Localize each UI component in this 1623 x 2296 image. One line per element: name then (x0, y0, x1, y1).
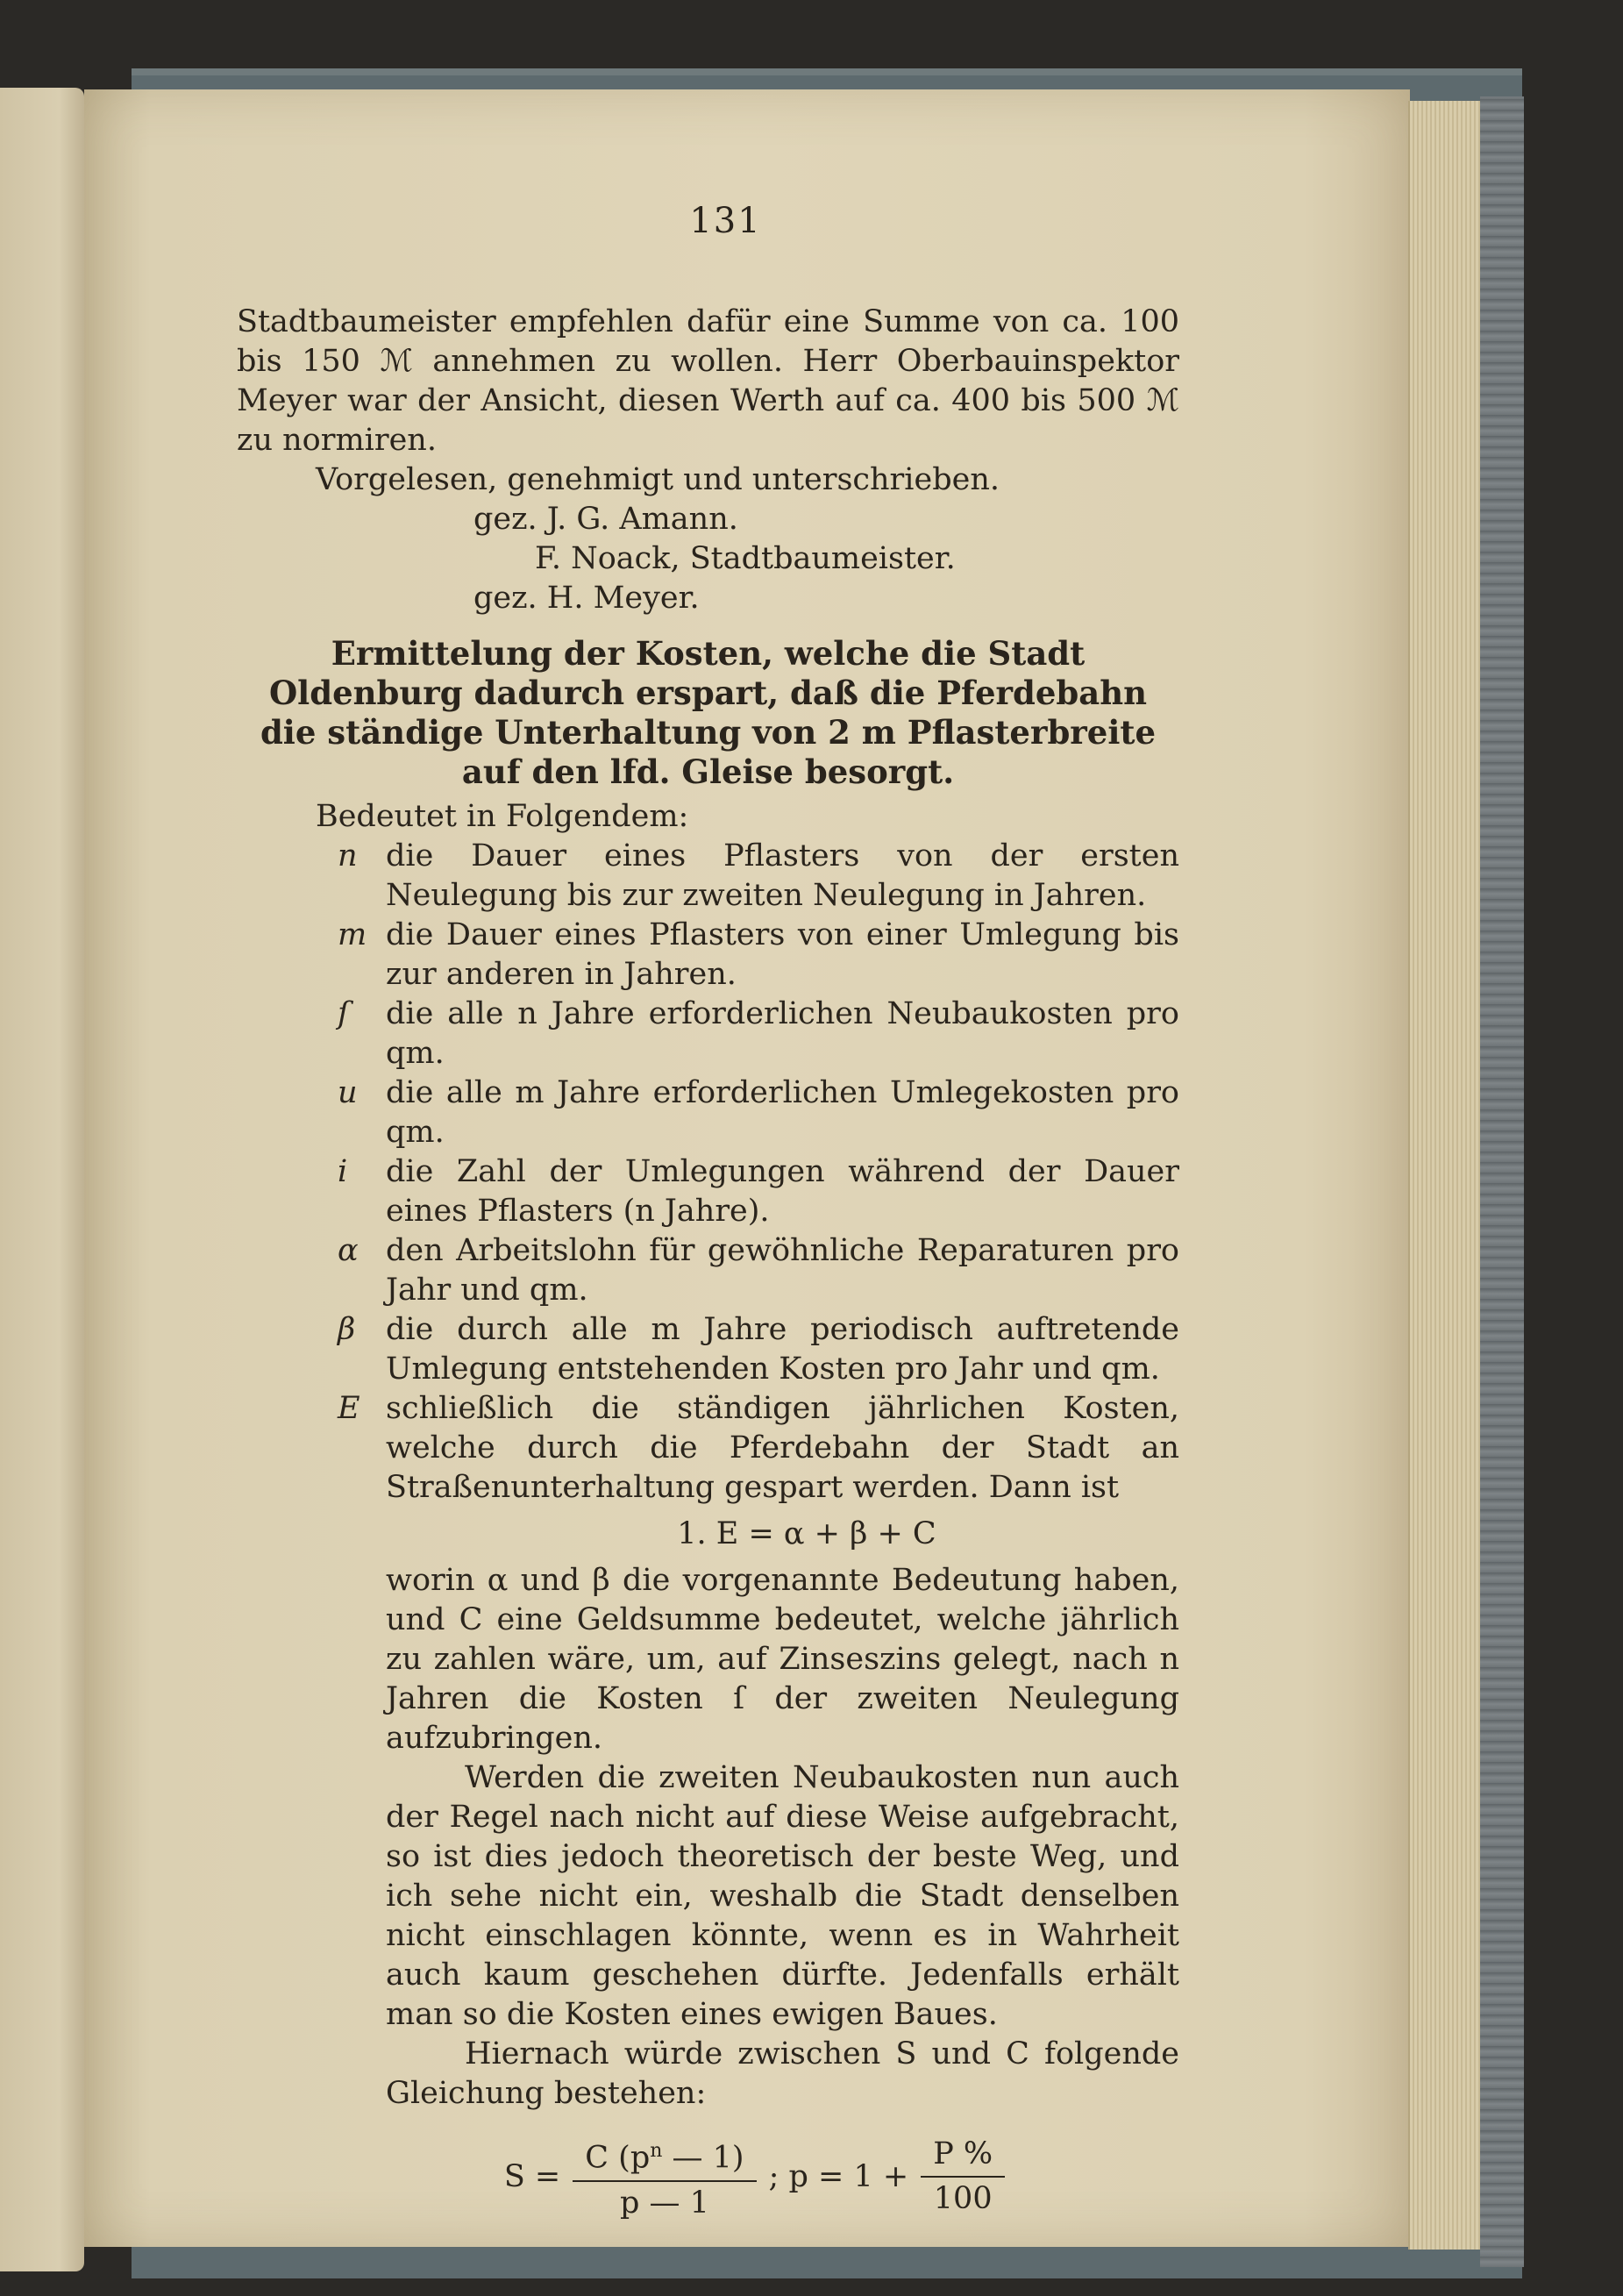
definition-text: die durch alle m Jahre periodisch auftretende Umlegung entstehenden Kosten pro Jahr und qm. (386, 1312, 1179, 1387)
section-heading: Ermittelung der Kosten, welche die Stadt Oldenburg dadurch erspart, daß die Pferdebahn die ständige Unterhaltung von 2 m Pflasterbreite auf den lfd. Gleise besorgt. (260, 634, 1157, 791)
fraction-2-denominator: 100 (933, 2181, 993, 2217)
definition-item (338, 1231, 1179, 1310)
formula-separator: ; p = 1 + (768, 2158, 909, 2194)
equation-explanation: worin α und β die vorgenannte Bedeutung haben, und C eine Geldsumme bedeutet, welche jährlich zu zahlen wäre, um, auf Zinseszins gelegt, nach n Jahren die Kosten ſ der zweiten Neulegung aufzubringen. (386, 1563, 1179, 1756)
definition-symbol: β (338, 1312, 356, 1347)
fraction-1-numerator (573, 2131, 756, 2182)
paragraph-3: Hiernach würde zwischen S und C folgende Gleichung bestehen: (386, 2036, 1179, 2111)
fraction-1 (573, 2131, 756, 2223)
fraction-1-denominator: p — 1 (619, 2185, 709, 2221)
formula (237, 2131, 1179, 2223)
formula-lhs: S = (503, 2158, 561, 2194)
definition-symbol: m (338, 917, 367, 952)
definition-item (338, 995, 1179, 1073)
signature-meyer: gez. H. Meyer. (473, 581, 700, 616)
definition-item (338, 1152, 1179, 1231)
fraction-1-numerator-base: C (p (585, 2140, 651, 2176)
definition-symbol: E (338, 1391, 360, 1426)
definition-text: die Dauer eines Pflasters von einer Umlegung bis zur anderen in Jahren. (386, 917, 1179, 992)
fraction-1-numerator-end: — 1) (662, 2140, 744, 2176)
definition-item (338, 1310, 1179, 1389)
definition-symbol: n (338, 838, 358, 873)
definition-symbol: α (338, 1233, 359, 1268)
page-text (237, 202, 1179, 2223)
definition-item (338, 1073, 1179, 1152)
signature-noack: F. Noack, Stadtbaumeister. (535, 541, 956, 576)
equation-1: 1. E = α + β + C (677, 1516, 936, 1551)
cover-edge (1480, 96, 1524, 2267)
definition-symbol: i (338, 1154, 348, 1189)
definition-item (338, 837, 1179, 916)
definition-symbol: u (338, 1075, 358, 1110)
definition-item (338, 1389, 1179, 1508)
fraction-1-exponent: n (650, 2140, 663, 2162)
fraction-2 (921, 2135, 1005, 2219)
definition-text: die Dauer eines Pflasters von der ersten Neulegung bis zur zweiten Neulegung in Jahren. (386, 838, 1179, 913)
definitions-list (338, 837, 1179, 2114)
definition-text: den Arbeitslohn für gewöhnliche Reparaturen pro Jahr und qm. (386, 1233, 1179, 1308)
left-facing-page (0, 88, 84, 2271)
definition-text: die Zahl der Umlegungen während der Dauer eines Pflasters (n Jahre). (386, 1154, 1179, 1229)
fraction-2-numerator: P % (921, 2135, 1005, 2178)
intro-paragraph: Stadtbaumeister empfehlen dafür eine Summe von ca. 100 bis 150 ℳ annehmen zu wollen. Herr Oberbauinspektor Meyer war der Ansicht, diesen Werth auf ca. 400 bis 500 ℳ zu normiren. (237, 304, 1179, 458)
paragraph-2: Werden die zweiten Neubaukosten nun auch der Regel nach nicht auf diese Weise aufgebracht, so ist dies jedoch theoretisch der beste Weg, und ich sehe nicht ein, weshalb die Stadt denselben nicht einschlagen könnte, wenn es in Wahrheit auch kaum geschehen dürfte. Jedenfalls erhält man so die Kosten eines ewigen Baues. (386, 1760, 1179, 2032)
definition-symbol: ſ (338, 996, 349, 1031)
read-approved-line: Vorgelesen, genehmigt und unterschrieben. (316, 462, 1000, 497)
definition-item (338, 916, 1179, 995)
definition-text: schließlich die ständigen jährlichen Kosten, welche durch die Pferdebahn der Stadt an Straßenunterhaltung gespart werden. Dann ist (386, 1391, 1179, 1505)
page-number: 131 (689, 201, 762, 241)
definitions-intro: Bedeutet in Folgendem: (316, 799, 689, 834)
page-edges (1408, 101, 1482, 2250)
signature-amann: gez. J. G. Amann. (473, 502, 738, 537)
definition-text: die alle n Jahre erforderlichen Neubaukosten pro qm. (386, 996, 1179, 1071)
definition-text: die alle m Jahre erforderlichen Umlegekosten pro qm. (386, 1075, 1179, 1150)
